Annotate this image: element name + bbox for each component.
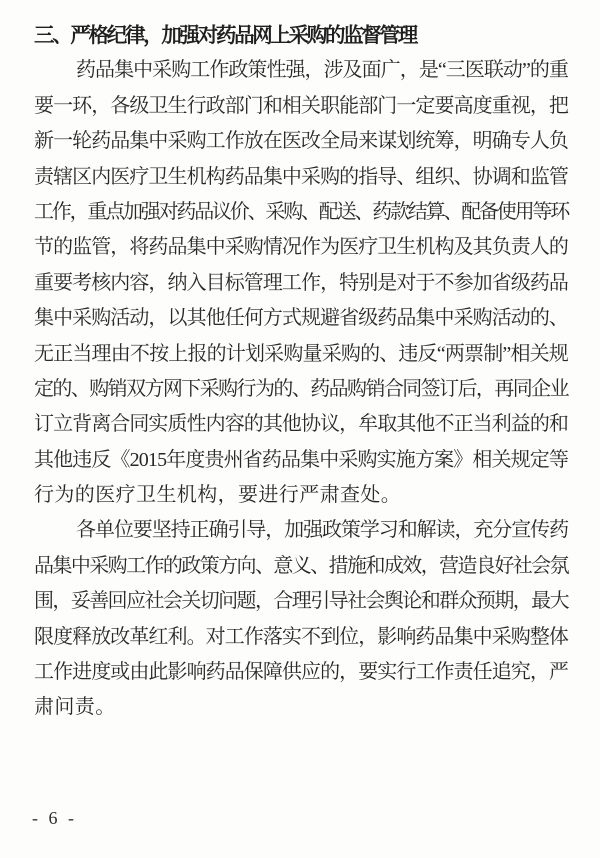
text-line-content: 工作，重点加强对药品议价、采购、配送、药款结算、配备使用等环 (34, 200, 568, 223)
text-line-content: 肃问责。 (34, 696, 116, 719)
text-line-content: 限度释放改革红利。对工作落实不到位，影响药品集中采购整体 (34, 625, 568, 648)
text-line (34, 195, 568, 230)
text-line (34, 407, 568, 442)
text-line-content: 行为的医疗卫生机构，要进行严肃查处。 (34, 484, 402, 507)
section-heading-text: 三、严格纪律，加强对药品网上采购的监督管理 (34, 24, 416, 47)
text-line (34, 690, 568, 725)
text-line (34, 89, 568, 124)
text-line-content: 工作进度或由此影响药品保障供应的，要实行工作责任追究，严 (34, 661, 568, 684)
text-line (34, 301, 568, 336)
text-line-content: 无正当理由不按上报的计划采购量采购的、违反“两票制”相关规 (34, 342, 568, 365)
text-line-content: 围，妥善回应社会关切问题，合理引导社会舆论和群众预期，最大 (34, 590, 568, 613)
text-line-content: 订立背离合同实质性内容的其他协议，牟取其他不正当利益的和 (34, 413, 568, 436)
text-line-content: 集中采购活动，以其他任何方式规避省级药品集中采购活动的、 (34, 307, 568, 330)
section-heading (34, 18, 568, 53)
text-line-content: 重要考核内容，纳入目标管理工作，特别是对于不参加省级药品 (34, 271, 568, 294)
text-line-content: 责辖区内医疗卫生机构药品集中采购的指导、组织、协调和监管 (34, 165, 568, 188)
text-line (34, 266, 568, 301)
page-number: - 6 - (32, 808, 77, 828)
text-line-content: 定的、购销双方网下采购行为的、药品购销合同签订后，再同企业 (34, 377, 568, 400)
document-body (34, 18, 568, 726)
text-line (34, 337, 568, 372)
text-line (34, 620, 568, 655)
text-line-content: 各单位要坚持正确引导，加强政策学习和解读，充分宣传药 (76, 519, 568, 542)
text-line-content: 其他违反《2015年度贵州省药品集中采购实施方案》相关规定等 (34, 448, 568, 471)
text-line (34, 230, 568, 265)
text-line (34, 124, 568, 159)
text-line-content: 品集中采购工作的政策方向、意义、措施和成效，营造良好社会氛 (34, 554, 568, 577)
text-line (34, 443, 568, 478)
text-line-content: 节的监管，将药品集中采购情况作为医疗卫生机构及其负责人的 (34, 236, 568, 259)
text-line (34, 549, 568, 584)
text-line (34, 53, 568, 88)
text-line-content: 新一轮药品集中采购工作放在医改全局来谋划统筹，明确专人负 (34, 130, 568, 153)
text-line (34, 584, 568, 619)
text-line (34, 513, 568, 548)
text-line (34, 655, 568, 690)
text-line (34, 478, 568, 513)
text-line-content: 药品集中采购工作政策性强，涉及面广，是“三医联动”的重 (76, 59, 568, 82)
text-line (34, 372, 568, 407)
paragraphs-container (34, 53, 568, 725)
text-line-content: 要一环，各级卫生行政部门和相关职能部门一定要高度重视，把 (34, 94, 568, 117)
text-line (34, 160, 568, 195)
